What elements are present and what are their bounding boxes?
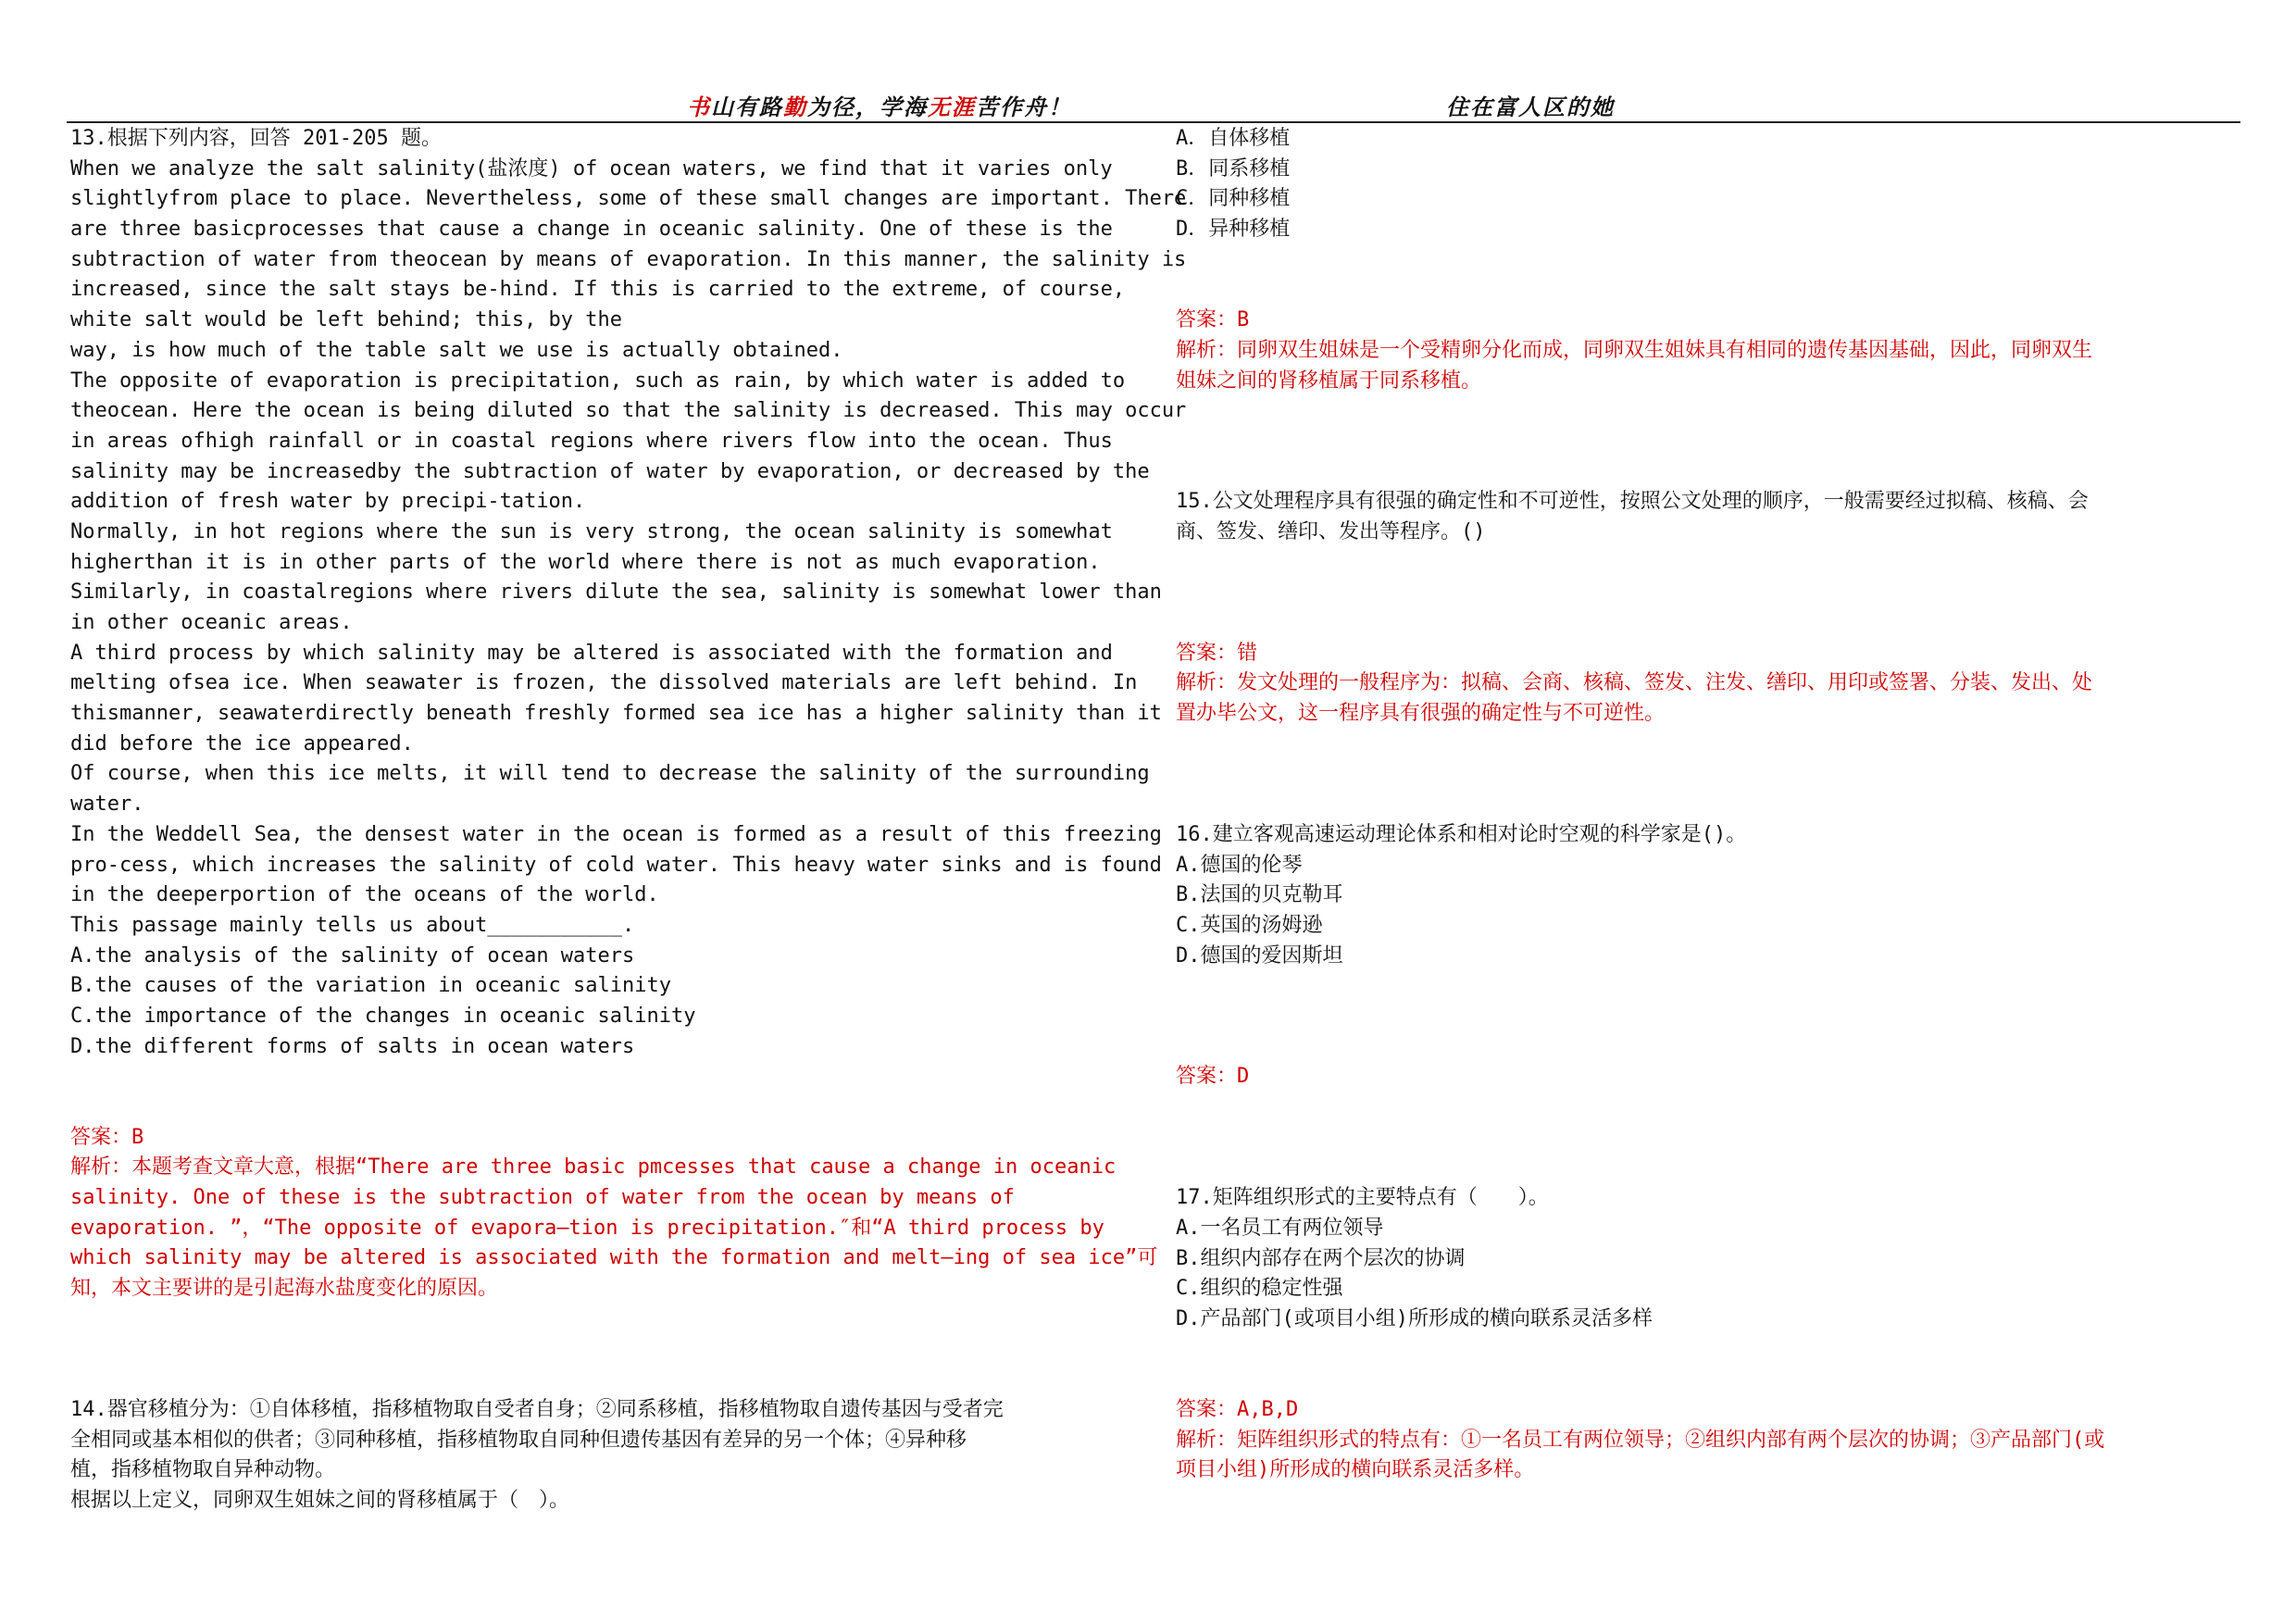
motto-part: 无涯	[928, 94, 976, 120]
question-line: 16.建立客观高速运动理论体系和相对论时空观的科学家是()。	[1176, 822, 1747, 846]
spacer	[1176, 1335, 2240, 1395]
question-line: Of course, when this ice melts, it will tend to decrease the salinity of the surrounding	[70, 762, 1150, 786]
answer-line: 答案：A,B,D	[1176, 1398, 1299, 1422]
question-line: theocean. Here the ocean is being diluted so that the salinity is decreased. This may occur	[70, 399, 1187, 423]
question-line: Similarly, in coastalregions where rivers dilute the sea, salinity is somewhat lower than	[70, 581, 1162, 605]
motto-part: 苦作舟！	[976, 94, 1072, 120]
question-line: increased, since the salt stays be-hind. If this is carried to the extreme, of course,	[70, 278, 1126, 302]
question-line: The opposite of evaporation is precipitation, such as rain, by which water is added to	[70, 368, 1126, 393]
page-header	[0, 89, 2296, 122]
option-line: D．异种移植	[1176, 218, 1291, 242]
question-line: white salt would be left behind; this, by the	[70, 308, 623, 332]
explanation-line: 解析：同卵双生姐妹是一个受精卵分化而成，同卵双生姐妹具有相同的遗传基因基础，因此，同卵双生	[1176, 338, 2093, 362]
header-divider	[67, 121, 2240, 123]
question-line: in other oceanic areas.	[70, 611, 353, 634]
answer-line: 答案：B	[70, 1125, 144, 1149]
motto-part: 为径，学海	[807, 94, 928, 120]
option-line: C.组织的稳定性强	[1176, 1277, 1343, 1301]
question-line: in the deeperportion of the oceans of the world.	[70, 883, 659, 907]
question-line: 植，指移植物取自异种动物。	[70, 1458, 336, 1482]
answer-14	[1176, 306, 2240, 396]
option-line: B.the causes of the variation in oceanic salinity	[70, 974, 672, 998]
question-line: Normally, in hot regions where the sun is very strong, the ocean salinity is somewhat	[70, 519, 1113, 543]
question-line: 15.公文处理程序具有很强的确定性和不可逆性，按照公文处理的顺序，一般需要经过拟稿、核稿、会	[1176, 490, 2089, 514]
question-line: are three basicprocesses that cause a change in oceanic salinity. One of these is the	[70, 218, 1113, 242]
answer-line: 答案：错	[1176, 641, 1258, 665]
motto-part: 书	[687, 94, 711, 120]
option-line: A．自体移植	[1176, 127, 1291, 150]
spacer	[1176, 548, 2240, 639]
question-line: melting ofsea ice. When seawater is frozen, the dissolved materials are left behind. In	[70, 671, 1138, 695]
explanation-line: 项目小组)所形成的横向联系灵活多样。	[1176, 1458, 1535, 1482]
question-line: did before the ice appeared.	[70, 731, 414, 755]
option-line: D.德国的爱因斯坦	[1176, 943, 1343, 968]
answer-line: 答案：D	[1176, 1065, 1250, 1089]
spacer	[1176, 396, 2240, 487]
question-line: 14.器官移植分为：①自体移植，指移植物取自受者自身；②同系移植，指移植物取自遗传基因与受者完	[70, 1397, 1004, 1421]
answer-13	[70, 1123, 1158, 1305]
question-line: slightlyfrom place to place. Nevertheless, some of these small changes are important. There	[70, 187, 1187, 211]
question-line: 根据以上定义，同卵双生姐妹之间的肾移植属于（ ）。	[70, 1488, 570, 1512]
explanation-line: 解析：本题考查文章大意，根据“There are three basic pmcesses that cause a change in oceanic	[70, 1155, 1117, 1180]
question-line: way, is how much of the table salt we use is actually obtained.	[70, 338, 843, 362]
question-line: thismanner, seawaterdirectly beneath freshly formed sea ice has a higher salinity than it	[70, 702, 1162, 726]
spacer	[1176, 971, 2240, 1062]
spacer	[1176, 730, 2240, 820]
question-14-options	[1176, 124, 2240, 245]
option-line: A.一名员工有两位领导	[1176, 1216, 1384, 1240]
explanation-line: salinity. One of these is the subtraction of water from the ocean by means of	[70, 1186, 1015, 1210]
motto-part: 山有路	[711, 94, 783, 120]
spacer	[1176, 1092, 2240, 1183]
option-line: B．同系移植	[1176, 156, 1291, 181]
motto-part: 勤	[783, 94, 807, 120]
explanation-line: 知，本文主要讲的是引起海水盐度变化的原因。	[70, 1277, 499, 1301]
question-line: pro-cess, which increases the salinity of cold water. This heavy water sinks and is found	[70, 853, 1162, 877]
question-15	[1176, 487, 2240, 547]
question-line: This passage mainly tells us about___________.	[70, 913, 635, 937]
explanation-line: 姐妹之间的肾移植属于同系移植。	[1176, 368, 1482, 393]
answer-15	[1176, 639, 2240, 730]
option-line: B.组织内部存在两个层次的协调	[1176, 1246, 1466, 1270]
question-line: 全相同或基本相似的供者；③同种移植，指移植物取自同种但遗传基因有差异的另一个体；④异种移	[70, 1428, 967, 1452]
spacer	[1176, 245, 2240, 306]
explanation-line: 解析：发文处理的一般程序为：拟稿、会商、核稿、签发、注发、缮印、用印或签署、分装、发出、处	[1176, 671, 2093, 695]
explanation-line: evaporation. ”，“The opposite of evapora—tion is precipitation.″和“A third process by	[70, 1216, 1104, 1240]
spacer	[70, 1305, 1144, 1395]
question-line: When we analyze the salt salinity(盐浓度) of ocean waters, we find that it varies only	[70, 156, 1113, 181]
explanation-line: which salinity may be altered is associated with the formation and melt—ing of sea ice”可	[70, 1246, 1158, 1270]
answer-16	[1176, 1062, 2240, 1092]
question-line: salinity may be increasedby the subtraction of water by evaporation, or decreased by the	[70, 459, 1150, 483]
explanation-line: 置办毕公文，这一程序具有很强的确定性与不可逆性。	[1176, 702, 1666, 726]
answer-17	[1176, 1395, 2240, 1486]
motto-left	[687, 89, 1072, 121]
option-line: A.德国的伦琴	[1176, 853, 1303, 877]
question-line: water.	[70, 793, 144, 817]
left-column	[70, 124, 1187, 1517]
option-line: C．同种移植	[1176, 187, 1291, 211]
question-line: 17.矩阵组织形式的主要特点有（ ）。	[1176, 1186, 1549, 1210]
option-line: B.法国的贝克勒耳	[1176, 883, 1343, 907]
answer-line: 答案：B	[1176, 308, 1250, 332]
option-line: C.英国的汤姆逊	[1176, 913, 1323, 937]
option-line: D.产品部门(或项目小组)所形成的横向联系灵活多样	[1176, 1306, 1653, 1330]
right-column	[1176, 124, 2240, 1486]
question-line: 13.根据下列内容，回答 201-205 题。	[70, 127, 442, 150]
explanation-line: 解析：矩阵组织形式的特点有：①一名员工有两位领导；②组织内部有两个层次的协调；③产品部门(或	[1176, 1428, 2105, 1452]
option-line: D.the different forms of salts in ocean waters	[70, 1034, 635, 1058]
question-14	[70, 1395, 1144, 1517]
question-line: addition of fresh water by precipi-tation.	[70, 490, 586, 514]
question-line: subtraction of water from theocean by means of evaporation. In this manner, the salinity is	[70, 247, 1187, 271]
motto-right: 住在富人区的她	[1446, 94, 1615, 120]
question-line: in areas ofhigh rainfall or in coastal regions where rivers flow into the ocean. Thus	[70, 429, 1113, 453]
question-line: 商、签发、缮印、发出等程序。()	[1176, 519, 1486, 543]
question-line: A third process by which salinity may be altered is associated with the formation and	[70, 641, 1113, 665]
question-17	[1176, 1183, 2240, 1334]
spacer	[70, 1062, 1144, 1122]
option-line: A.the analysis of the salinity of ocean waters	[70, 943, 635, 968]
question-16	[1176, 820, 2240, 971]
question-line: higherthan it is in other parts of the world where there is not as much evaporation.	[70, 550, 1101, 574]
question-13	[70, 124, 1187, 1062]
question-line: In the Weddell Sea, the densest water in the ocean is formed as a result of this freezing	[70, 822, 1162, 846]
option-line: C.the importance of the changes in oceanic salinity	[70, 1004, 696, 1028]
